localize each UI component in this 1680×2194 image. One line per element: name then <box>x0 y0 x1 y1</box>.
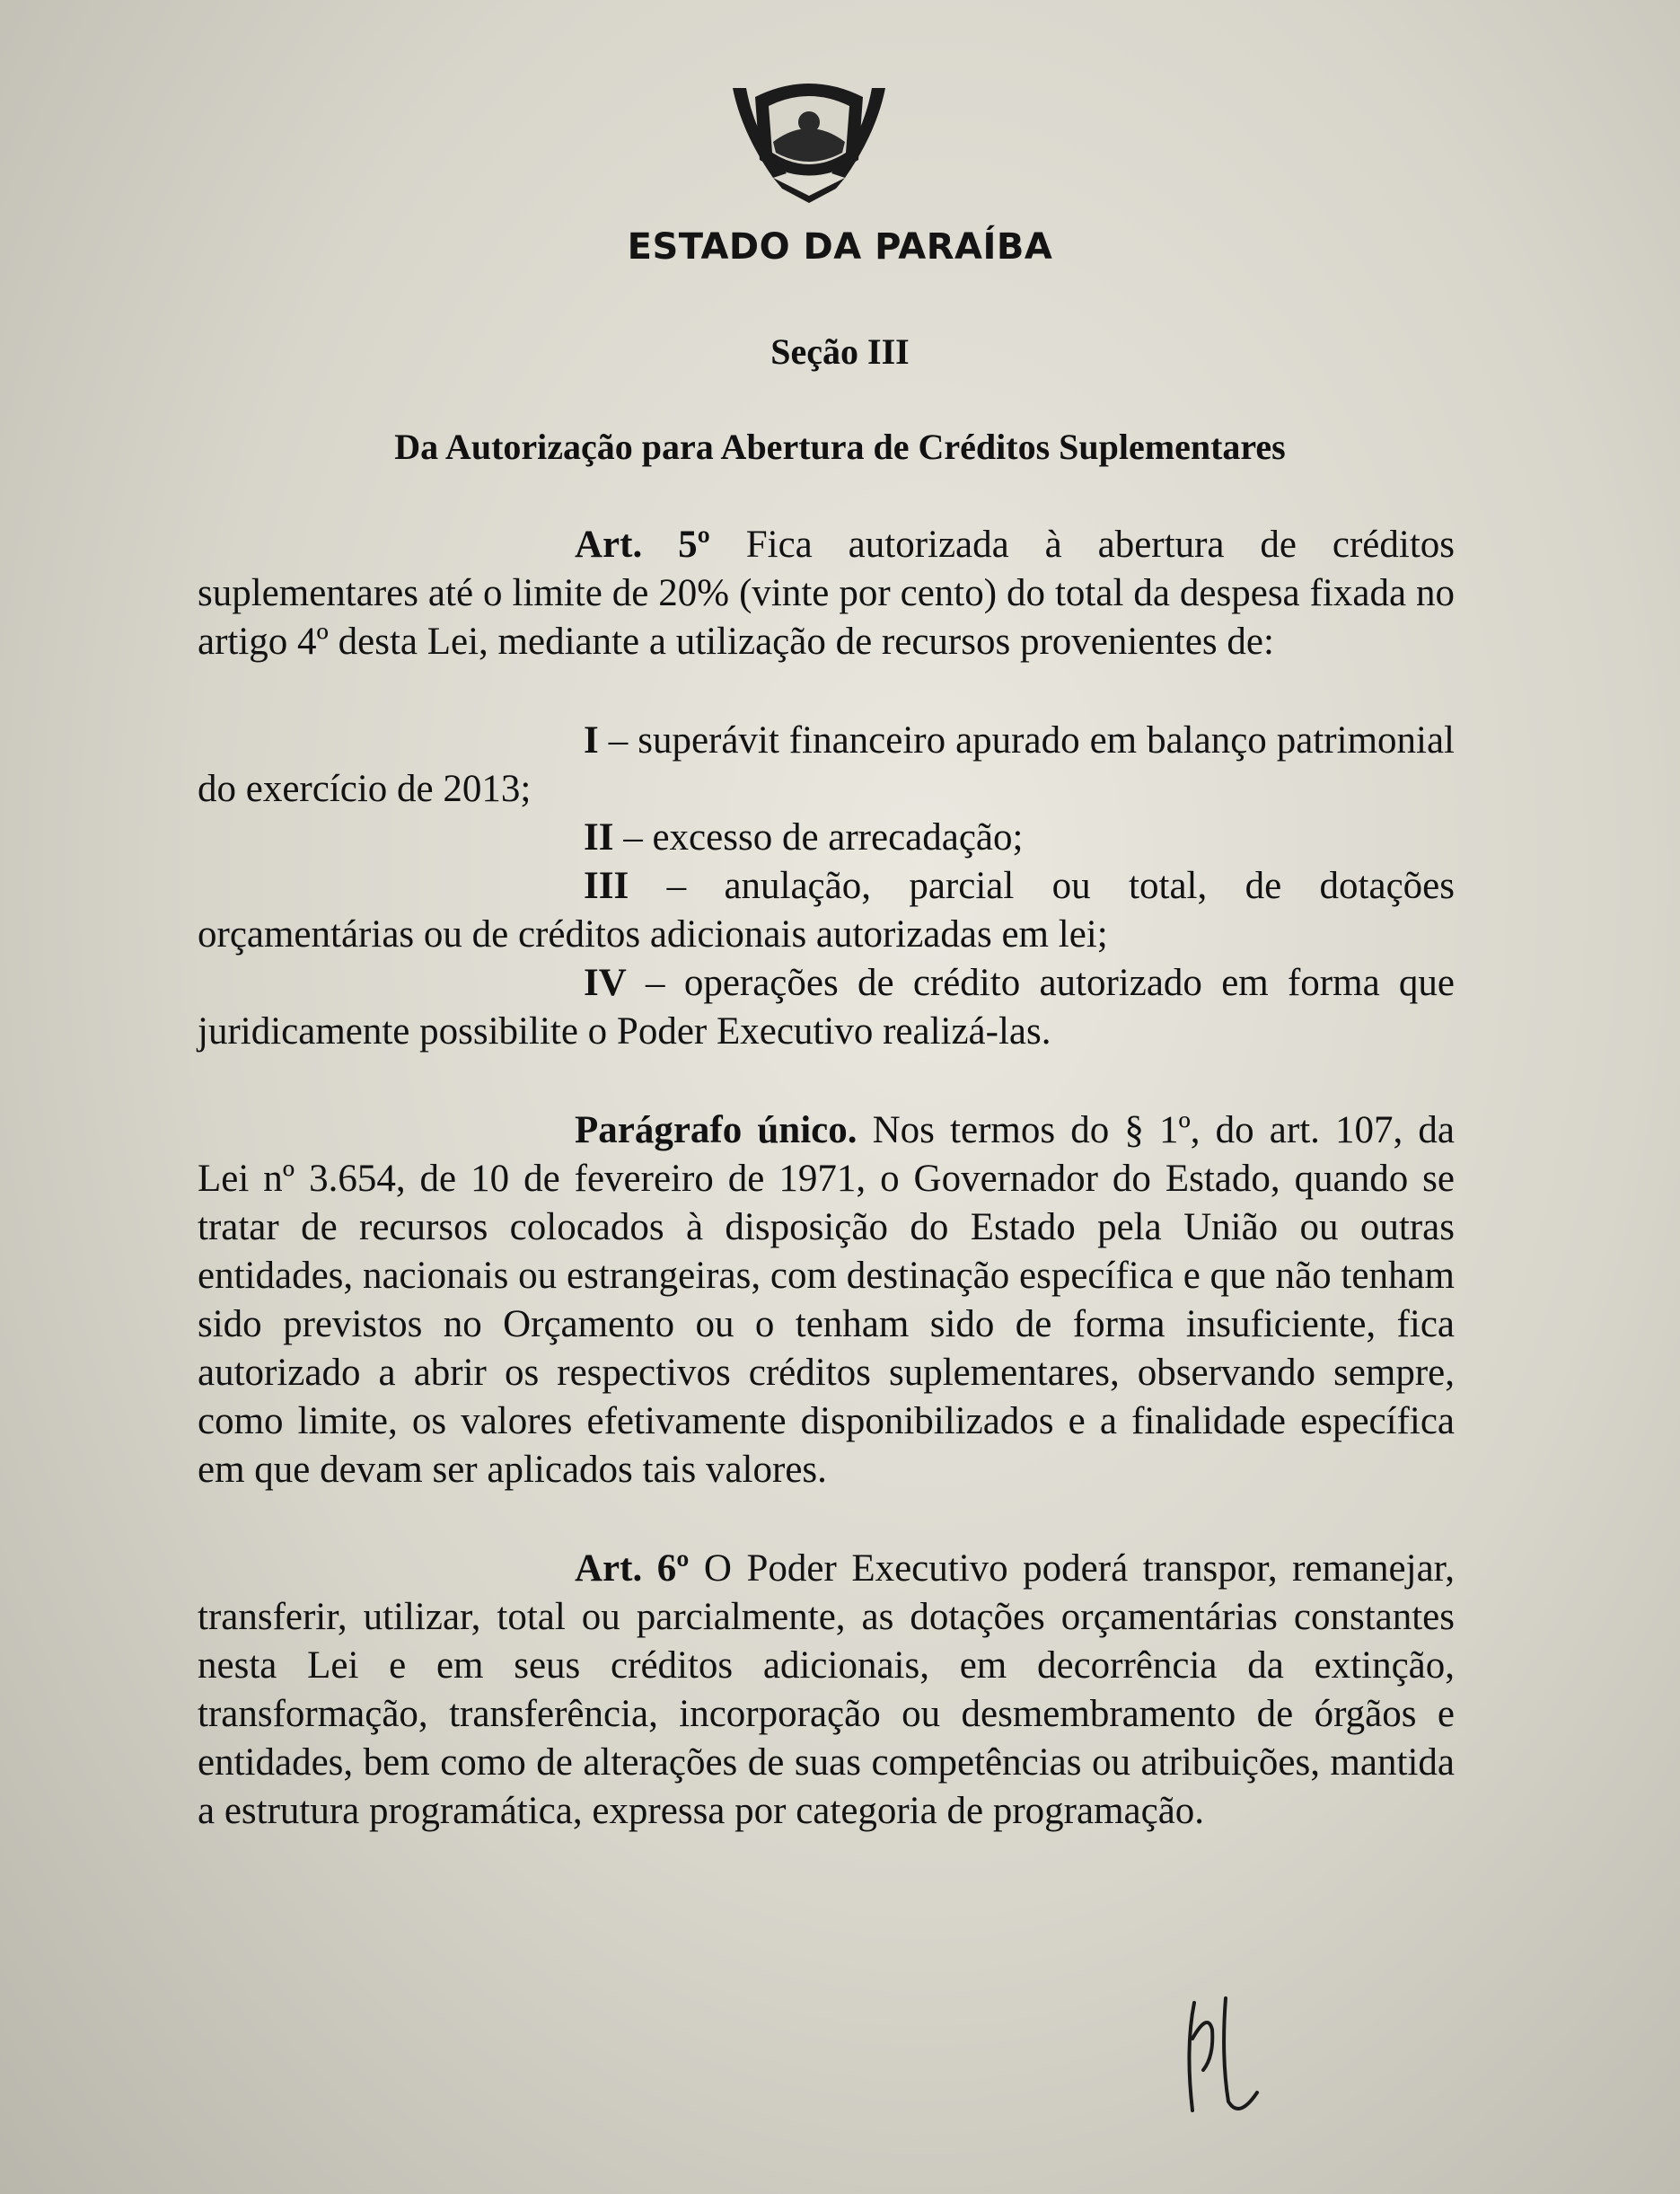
paragrafo-unico <box>198 1106 1455 1494</box>
section-subtitle: Da Autorização para Abertura de Créditos Suplementares <box>394 427 1286 467</box>
signature-icon <box>1158 1985 1275 2119</box>
paragrafo-unico-label: Parágrafo único. <box>575 1109 858 1151</box>
list-item <box>198 959 1455 1056</box>
article-6-label: Art. 6º <box>575 1547 690 1590</box>
article-5 <box>198 521 1455 666</box>
article-5-text: Fica autorizada à abertura de créditos suplementares até o limite de 20% (vinte por cento) do total da despesa fixada no artigo 4º desta Lei, mediante a utilização de recursos provenientes de: <box>198 524 1455 663</box>
article-6 <box>198 1545 1455 1836</box>
item-text: – superávit financeiro apurado em balanço patrimonial do exercício de 2013; <box>198 719 1455 810</box>
article-6-text: O Poder Executivo poderá transpor, remanejar, transferir, utilizar, total ou parcialmente, as dotações orçamentárias constantes nesta Lei e em seus créditos adicionais, em decorrência da extinção, transformação, transferência, incorporação ou desmembramento de órgãos e entidades, bem como de alterações de suas competências ou atribuições, mantida a estrutura programática, expressa por categoria de programação. <box>198 1547 1456 1832</box>
item-label: III <box>584 865 629 907</box>
item-label: IV <box>584 962 627 1004</box>
state-name: ESTADO DA PARAÍBA <box>627 226 1053 268</box>
paragrafo-unico-text: Nos termos do § 1º, do art. 107, da Lei nº 3.654, de 10 de fevereiro de 1971, o Governador do Estado, quando se tratar de recursos colocados à disposição do Estado pela União ou outras entidades, nacionais ou estrangeiras, com destinação específica e que não tenham sido previstos no Orçamento ou o tenham sido de forma insuficiente, fica autorizado a abrir os respectivos créditos suplementares, observando sempre, como limite, os valores efetivamente disponibilizados e a finalidade específica em que devam ser aplicados tais valores. <box>198 1109 1455 1491</box>
item-text: – anulação, parcial ou total, de dotações orçamentárias ou de créditos adicionais autorizadas em lei; <box>198 865 1455 956</box>
list-item <box>198 717 1455 814</box>
list-item <box>198 814 1455 862</box>
item-text: – excesso de arrecadação; <box>613 816 1024 859</box>
coat-of-arms-icon <box>724 70 894 205</box>
document-body <box>198 521 1455 1836</box>
list-item <box>198 862 1455 959</box>
item-label: II <box>584 816 614 859</box>
item-text: – operações de crédito autorizado em forma que juridicamente possibilite o Poder Executivo realizá-las. <box>198 962 1455 1053</box>
section-title: Seção III <box>770 331 910 372</box>
item-label: I <box>584 719 599 762</box>
article-5-label: Art. 5º <box>575 524 710 566</box>
